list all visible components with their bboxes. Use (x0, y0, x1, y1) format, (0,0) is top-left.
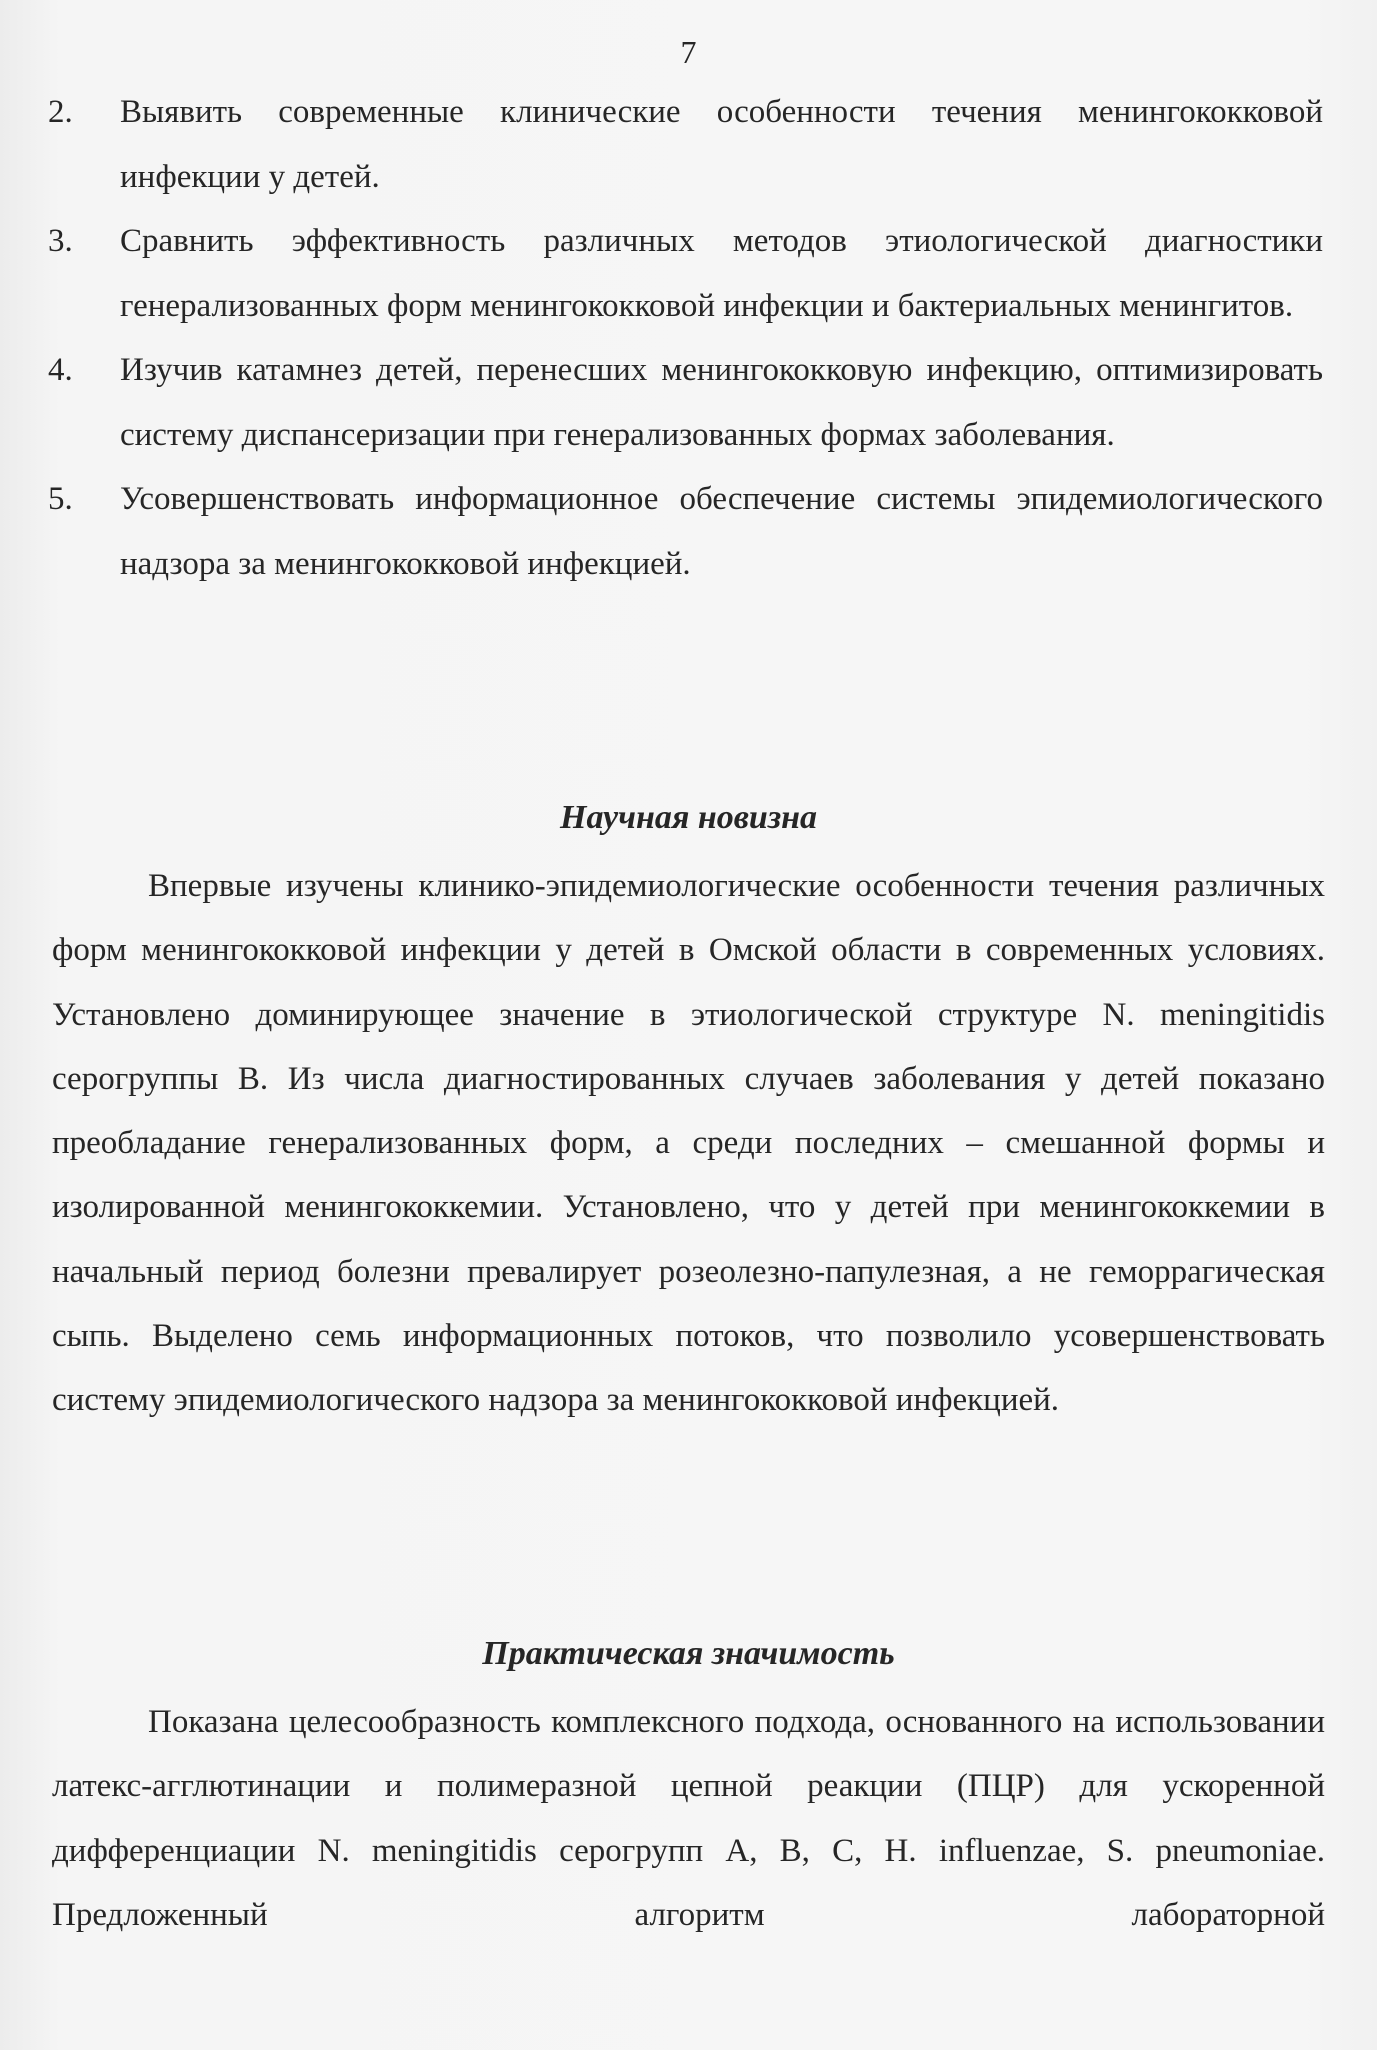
task-list (48, 80, 1323, 596)
task-item (48, 467, 1323, 596)
task-item (48, 80, 1323, 209)
page-number: 7 (680, 34, 697, 70)
novelty-heading: Научная новизна (560, 799, 817, 836)
task-text: Усовершенствовать информационное обеспечение системы эпидемиологического надзора за менингококковой инфекцией. (120, 481, 1323, 582)
task-number: 2. (48, 94, 73, 130)
task-number: 5. (48, 481, 73, 517)
task-text: Изучив катамнез детей, перенесших менингококковую инфекцию, оптимизировать систему диспансеризации при генерализованных формах заболевания. (120, 352, 1323, 453)
task-text: Сравнить эффективность различных методов этиологической диагностики генерализованных форм менингококковой инфекции и бактериальных менингитов. (120, 223, 1323, 324)
practical-paragraph: Показана целесообразность комплексного подхода, основанного на использовании латекс-агглютинации и полимеразной цепной реакции (ПЦР) для ускоренной дифференциации N. meningitidis серогрупп A, B, C, H. influenzae, S. pneumoniae. Предложенный алгоритм лабораторной (52, 1704, 1325, 1933)
task-text: Выявить современные клинические особенности течения менингококковой инфекции у детей. (120, 94, 1323, 195)
task-item (48, 338, 1323, 467)
task-number: 3. (48, 223, 73, 259)
task-item (48, 209, 1323, 338)
novelty-paragraph: Впервые изучены клинико-эпидемиологические особенности течения различных форм менингококковой инфекции у детей в Омской области в современных условиях. Установлено доминирующее значение в этиологической структуре N. meningitidis серогруппы B. Из числа диагностированных случаев заболевания у детей показано преобладание генерализованных форм, а среди последних – смешанной формы и изолированной менингококкемии. Установлено, что у детей при менингококкемии в начальный период болезни превалирует розеолезно-папулезная, а не геморрагическая сыпь. Выделено семь информационных потоков, что позволило усовершенствовать систему эпидемиологического надзора за менингококковой инфекцией. (52, 868, 1325, 1419)
task-number: 4. (48, 352, 73, 388)
practical-heading: Практическая значимость (482, 1635, 895, 1672)
